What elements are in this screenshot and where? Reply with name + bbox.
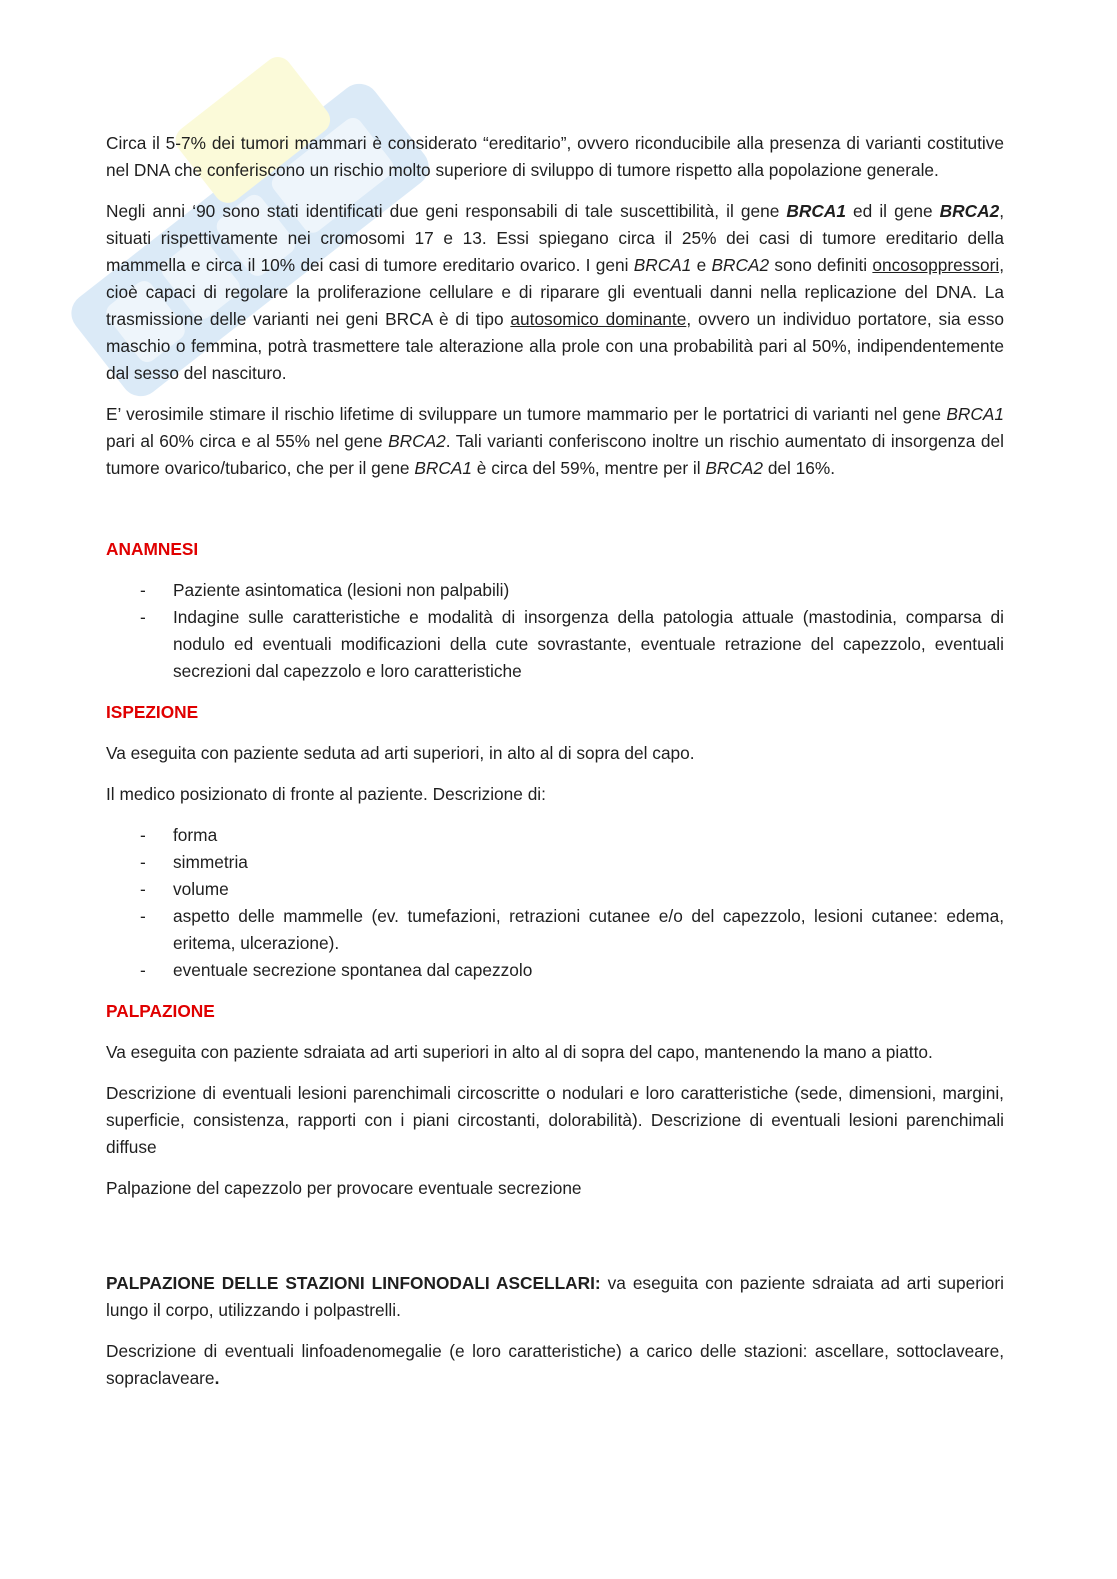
gene-name: BRCA1 bbox=[946, 404, 1004, 424]
list-item: - Paziente asintomatica (lesioni non palpabili) bbox=[106, 577, 1004, 604]
intro-paragraph-3: E’ verosimile stimare il rischio lifetime di sviluppare un tumore mammario per le portatrici di varianti nel gene BRCA1 pari al 60% circa e al 55% nel gene BRCA2. Tali varianti conferiscono inoltre un rischio aumentato di insorgenza del tumore ovarico/tubarico, che per il gene BRCA1 è circa del 59%, mentre per il BRCA2 del 16%. bbox=[106, 404, 1004, 478]
heading-ispezione: ISPEZIONE bbox=[106, 702, 199, 722]
heading-palpazione: PALPAZIONE bbox=[106, 1001, 215, 1021]
gene-name: BRCA1 bbox=[786, 201, 846, 221]
list-item: - forma bbox=[106, 822, 1004, 849]
ispezione-paragraph-2: Il medico posizionato di fronte al paziente. Descrizione di: bbox=[106, 784, 546, 804]
gene-name: BRCA2 bbox=[939, 201, 1000, 221]
palpazione-paragraph-3: Palpazione del capezzolo per provocare eventuale secrezione bbox=[106, 1178, 582, 1198]
gene-name: BRCA2 bbox=[388, 431, 446, 451]
heading-anamnesi: ANAMNESI bbox=[106, 539, 199, 559]
list-item: - eventuale secrezione spontanea dal capezzolo bbox=[106, 957, 1004, 984]
linfonodi-paragraph-1: PALPAZIONE DELLE STAZIONI LINFONODALI ASCELLARI: va eseguita con paziente sdraiata ad arti superiori lungo il corpo, utilizzando i polpastrelli. bbox=[106, 1273, 1004, 1320]
palpazione-paragraph-2: Descrizione di eventuali lesioni parenchimali circoscritte o nodulari e loro caratteristiche (sede, dimensioni, margini, superficie, consistenza, rapporti con i piani circostanti, dolorabilità). Descrizione di eventuali lesioni parenchimali diffuse bbox=[106, 1083, 1004, 1157]
palpazione-paragraph-1: Va eseguita con paziente sdraiata ad arti superiori in alto al di sopra del capo, mantenendo la mano a piatto. bbox=[106, 1042, 933, 1062]
document-page bbox=[106, 130, 1004, 1406]
heading-linfonodi: PALPAZIONE DELLE STAZIONI LINFONODALI ASCELLARI: bbox=[106, 1273, 601, 1293]
list-item: - simmetria bbox=[106, 849, 1004, 876]
list-item: - volume bbox=[106, 876, 1004, 903]
list-item: - aspetto delle mammelle (ev. tumefazioni, retrazioni cutanee e/o del capezzolo, lesioni cutanee: edema, eritema, ulcerazione). bbox=[106, 903, 1004, 957]
list-item: - Indagine sulle caratteristiche e modalità di insorgenza della patologia attuale (mastodinia, comparsa di nodulo ed eventuali modificazioni della cute sovrastante, eventuale retrazione del capezzolo, eventuali secrezioni dal capezzolo e loro caratteristiche bbox=[106, 604, 1004, 685]
gene-name: BRCA1 bbox=[414, 458, 472, 478]
linfonodi-paragraph-2: Descrizione di eventuali linfoadenomegalie (e loro caratteristiche) a carico delle stazioni: ascellare, sottoclaveare, sopraclaveare. bbox=[106, 1341, 1004, 1388]
intro-paragraph-1: Circa il 5-7% dei tumori mammari è considerato “ereditario”, ovvero riconducibile alla presenza di varianti costitutive nel DNA che conferiscono un rischio molto superiore di sviluppo di tumore rispetto alla popolazione generale. bbox=[106, 133, 1004, 180]
underlined-term: oncosoppressori, bbox=[872, 255, 1004, 275]
ispezione-paragraph-1: Va eseguita con paziente seduta ad arti superiori, in alto al di sopra del capo. bbox=[106, 743, 695, 763]
anamnesi-list bbox=[106, 577, 1004, 685]
gene-name: BRCA2 bbox=[711, 255, 770, 275]
gene-name: BRCA1 bbox=[633, 255, 692, 275]
intro-paragraph-2: Negli anni ‘90 sono stati identificati due geni responsabili di tale suscettibilità, il gene BRCA1 ed il gene BRCA2, situati rispettivamente nei cromosomi 17 e 13. Essi spiegano circa il 25% dei casi di tumore ereditario della mammella e circa il 10% dei casi di tumore ereditario ovarico. I geni BRCA1 e BRCA2 sono definiti oncosoppressori, cioè capaci di regolare la proliferazione cellulare e di riparare gli eventuali danni nella replicazione del DNA. La trasmissione delle varianti nei geni BRCA è di tipo autosomico dominante, ovvero un individuo portatore, sia esso maschio o femmina, potrà trasmettere tale alterazione alla prole con una probabilità pari al 50%, indipendentemente dal sesso del nascituro. bbox=[106, 201, 1004, 383]
ispezione-list bbox=[106, 822, 1004, 984]
underlined-term: autosomico dominante bbox=[510, 309, 687, 329]
gene-name: BRCA2 bbox=[705, 458, 764, 478]
